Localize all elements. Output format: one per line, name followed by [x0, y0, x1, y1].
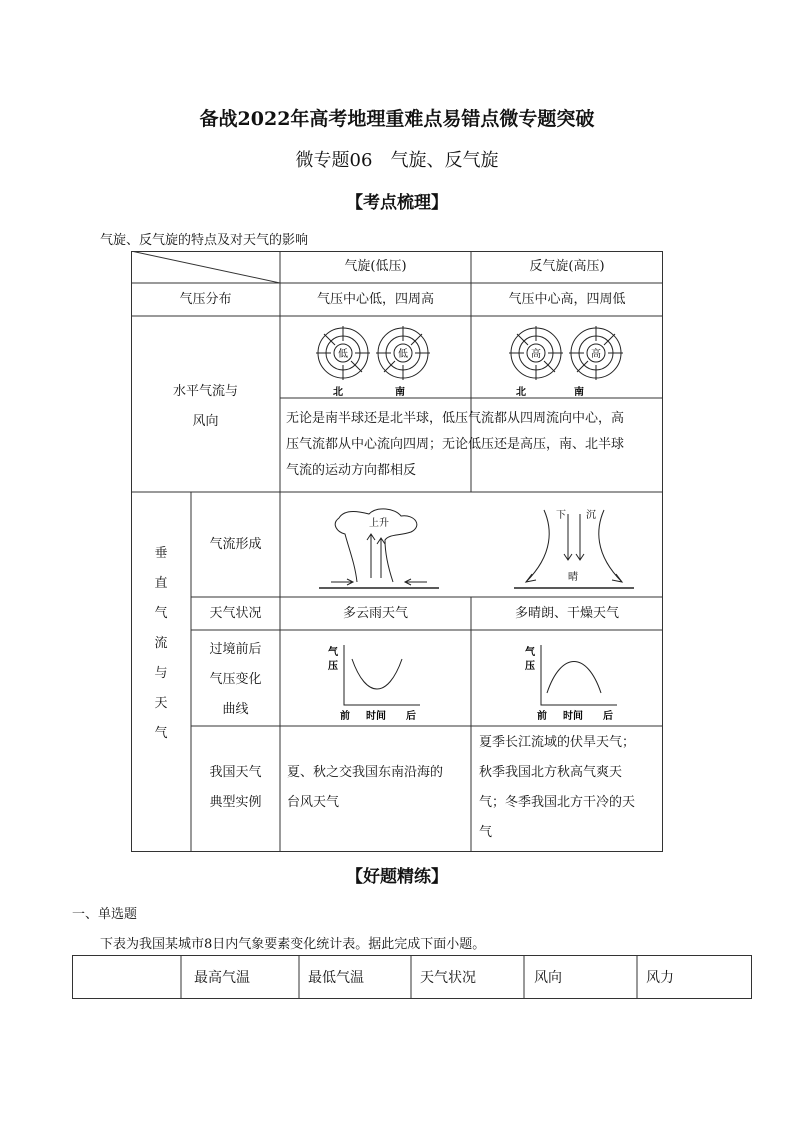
- row-label-horizontal-line2: 风向: [192, 414, 219, 429]
- example-anticyclone: [479, 728, 661, 848]
- header-wind-direction: 风向: [534, 970, 562, 986]
- header-anticyclone: 反气旋(高压): [529, 259, 605, 274]
- pressure-axis-char-1: 气: [328, 647, 338, 658]
- row-label-example: [191, 758, 280, 818]
- south-low-label: 低: [398, 349, 408, 360]
- north-high-label: 高: [531, 349, 541, 360]
- anticyclone-north-label: 北: [516, 387, 526, 398]
- sub-title: 微专题06 气旋、反气旋: [295, 150, 499, 171]
- row-label-curve-line1: 过境前后: [209, 642, 262, 657]
- example-anticyclone-line1: 夏季长江流域的伏旱天气；: [479, 735, 636, 750]
- inflow-arrows: [331, 579, 427, 585]
- pressure-axis-char-1: 气: [525, 647, 535, 658]
- section-title-practice: 【好题精练】: [346, 867, 448, 887]
- time-axis-label: 时间: [366, 711, 386, 722]
- pressure-axis-char-2: 压: [328, 661, 338, 672]
- header-wind-force: 风力: [646, 970, 674, 986]
- horizontal-flow-line1: 无论是南半球还是北半球，低压气流都从四周流向中心，高: [286, 411, 625, 426]
- vertical-char-6: 天: [154, 696, 168, 711]
- cyclone-horizontal-diagram: [311, 321, 441, 399]
- header-max-temp: 最高气温: [194, 970, 250, 986]
- time-before-label: 前: [537, 711, 547, 722]
- vertical-char-1: 垂: [154, 546, 168, 561]
- header-weather: 天气状况: [420, 970, 476, 986]
- row-label-curve-line3: 曲线: [222, 702, 249, 717]
- vertical-char-3: 气: [154, 606, 168, 621]
- cyclone-table: [131, 251, 663, 852]
- pressure-axes: [344, 645, 420, 705]
- pressure-anticyclone: 气压中心高，四周低: [508, 292, 626, 307]
- row-label-curve-line2: 气压变化: [209, 672, 262, 687]
- horizontal-flow-line3: 气流的运动方向都相反: [286, 463, 417, 478]
- anticyclone-south-label: 南: [574, 387, 584, 398]
- example-cyclone-line2: 台风天气: [287, 795, 340, 810]
- main-title: 备战2022年高考地理重难点易错点微专题突破: [199, 108, 595, 130]
- example-anticyclone-line4: 气: [479, 825, 493, 840]
- weather-stats-table: [72, 955, 752, 999]
- anticyclone-sinking-air-diagram: [514, 504, 634, 592]
- vertical-char-7: 气: [154, 726, 168, 741]
- sinking-air-left-curve: [526, 510, 549, 582]
- example-cyclone-line1: 夏、秋之交我国东南沿海的: [287, 765, 444, 780]
- vertical-char-5: 与: [154, 666, 168, 681]
- example-anticyclone-line2: 秋季我国北方秋高气爽天: [479, 765, 623, 780]
- time-axis-label: 时间: [563, 711, 583, 722]
- row-label-weather: 天气状况: [209, 606, 262, 621]
- example-anticyclone-line3: 气；冬季我国北方干冷的天: [479, 795, 636, 810]
- cyclone-north-label: 北: [333, 387, 343, 398]
- header-cyclone: 气旋(低压): [344, 259, 407, 274]
- vertical-char-4: 流: [154, 636, 168, 651]
- cyclone-pressure-curve: [324, 641, 424, 723]
- time-after-label: 后: [603, 711, 613, 722]
- clear-sky-label: 晴: [568, 572, 578, 583]
- rising-air-arrows: [367, 534, 385, 578]
- sinking-air-right-curve: [599, 510, 622, 582]
- north-low-label: 低: [338, 349, 348, 360]
- weather-cyclone: 多云雨天气: [342, 606, 408, 621]
- table-caption: 气旋、反气旋的特点及对天气的影响: [100, 233, 309, 248]
- anticyclone-pressure-peak: [547, 662, 601, 694]
- cyclone-rising-air-diagram: [319, 504, 439, 592]
- south-high-label: 高: [591, 349, 601, 360]
- row-label-airflow: 气流形成: [209, 537, 262, 552]
- sinking-label-2: 沉: [586, 510, 596, 521]
- pressure-cyclone: 气压中心低，四周高: [316, 292, 434, 307]
- pressure-axes: [541, 645, 617, 705]
- example-cyclone: [287, 758, 469, 818]
- horizontal-flow-line2: 压气流都从中心流向四周；无论低压还是高压，南、北半球: [286, 437, 625, 452]
- header-min-temp: 最低气温: [308, 970, 364, 986]
- row-label-pressure: 气压分布: [179, 292, 232, 307]
- row-label-example-line2: 典型实例: [209, 795, 262, 810]
- question-intro: 下表为我国某城市8日内气象要素变化统计表。据此完成下面小题。: [100, 937, 486, 952]
- question-type: 一、单选题: [72, 907, 138, 922]
- rising-label: 上升: [369, 518, 389, 529]
- row-label-horizontal-line1: 水平气流与: [172, 384, 238, 399]
- anticyclone-horizontal-diagram: [504, 321, 634, 399]
- horizontal-flow-text: [286, 406, 658, 484]
- cyclone-pressure-trough: [352, 659, 402, 689]
- time-before-label: 前: [340, 711, 350, 722]
- anticyclone-pressure-curve: [521, 641, 621, 723]
- row-label-horizontal: [131, 377, 280, 437]
- vertical-char-2: 直: [154, 576, 168, 591]
- row-label-curve: [191, 635, 280, 725]
- sinking-label-1: 下: [556, 510, 566, 521]
- vertical-group-label: [131, 539, 191, 749]
- weather-anticyclone: 多晴朗、干燥天气: [514, 606, 619, 621]
- pressure-axis-char-2: 压: [525, 661, 535, 672]
- row-label-example-line1: 我国天气: [209, 765, 262, 780]
- time-after-label: 后: [406, 711, 416, 722]
- cyclone-south-label: 南: [395, 387, 405, 398]
- section-title-review: 【考点梳理】: [346, 193, 448, 213]
